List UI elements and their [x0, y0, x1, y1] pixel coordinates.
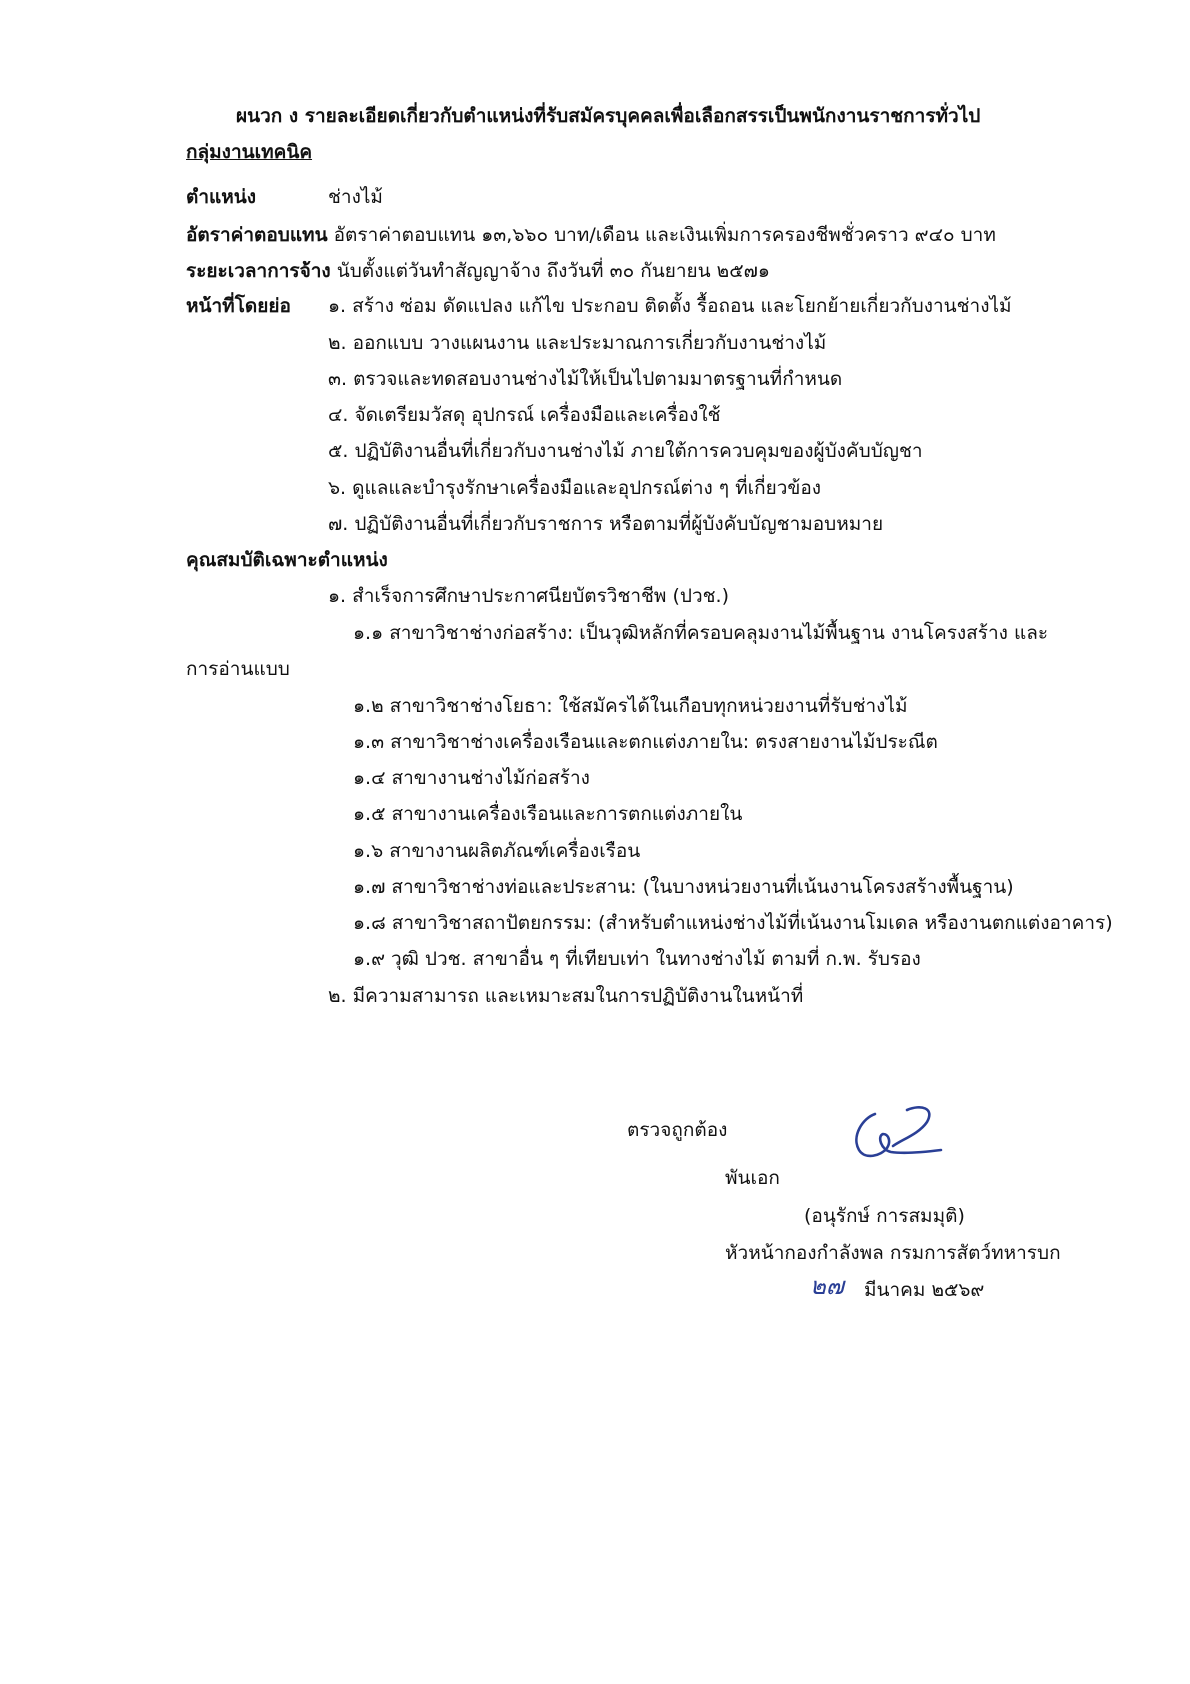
qualification-subitem: ๑.๘ สาขาวิชาสถาปัตยกรรม: (สำหรับตำแหน่งช่างไม้ที่เน้นงานโมเดล หรืองานตกแต่งอาคาร) — [353, 912, 1113, 934]
employment-period-row — [186, 258, 770, 284]
qualification-subitem: ๑.๕ สาขางานเครื่องเรือนและการตกแต่งภายใน — [353, 803, 743, 825]
duty-item: ๕. ปฏิบัติงานอื่นที่เกี่ยวกับงานช่างไม้ ภายใต้การควบคุมของผู้บังคับบัญชา — [328, 440, 923, 462]
qualification-item: ๑. สำเร็จการศึกษาประกาศนียบัตรวิชาชีพ (ปวช.) — [328, 585, 729, 607]
group-heading: กลุ่มงานเทคนิค — [186, 141, 313, 163]
duty-item: ๑. สร้าง ซ่อม ดัดแปลง แก้ไข ประกอบ ติดตั้ง รื้อถอน และโยกย้ายเกี่ยวกับงานช่างไม้ — [328, 295, 1012, 317]
qualification-subitem: ๑.๙ วุฒิ ปวช. สาขาอื่น ๆ ที่เทียบเท่า ในทางช่างไม้ ตามที่ ก.พ. รับรอง — [353, 948, 921, 970]
position-value: ช่างไม้ — [328, 186, 383, 208]
duty-item: ๖. ดูแลและบำรุงรักษาเครื่องมือและอุปกรณ์ต่าง ๆ ที่เกี่ยวข้อง — [328, 477, 822, 499]
signature-mark — [845, 1100, 945, 1168]
compensation-row — [186, 222, 996, 248]
duty-item: ๔. จัดเตรียมวัสดุ อุปกรณ์ เครื่องมือและเครื่องใช้ — [328, 404, 721, 426]
qualification-item: ๒. มีความสามารถ และเหมาะสมในการปฏิบัติงานในหน้าที่ — [328, 985, 804, 1007]
qualification-subitem: ๑.๒ สาขาวิชาช่างโยธา: ใช้สมัครได้ในเกือบทุกหน่วยงานที่รับช่างไม้ — [353, 695, 908, 717]
signatory-name: (อนุรักษ์ การสมมุติ) — [804, 1205, 965, 1227]
qualification-subitem: ๑.๑ สาขาวิชาช่างก่อสร้าง: เป็นวุฒิหลักที่ครอบคลุมงานไม้พื้นฐาน งานโครงสร้าง และ — [353, 622, 1049, 644]
handwritten-date-day: ๒๗ — [810, 1272, 844, 1300]
duty-item: ๒. ออกแบบ วางแผนงาน และประมาณการเกี่ยวกับงานช่างไม้ — [328, 332, 827, 354]
document-title: ผนวก ง รายละเอียดเกี่ยวกับตำแหน่งที่รับสมัครบุคคลเพื่อเลือกสรรเป็นพนักงานราชการทั่วไป — [236, 105, 981, 127]
qualifications-label: คุณสมบัติเฉพาะตำแหน่ง — [186, 549, 388, 571]
compensation-value: อัตราค่าตอบแทน ๑๓,๖๖๐ บาท/เดือน และเงินเพิ่มการครองชีพชั่วคราว ๙๔๐ บาท — [333, 224, 996, 246]
position-label: ตำแหน่ง — [186, 186, 257, 208]
verified-text: ตรวจถูกต้อง — [627, 1119, 728, 1141]
employment-period-label: ระยะเวลาการจ้าง — [186, 260, 331, 282]
compensation-label: อัตราค่าตอบแทน — [186, 224, 328, 246]
duty-item: ๗. ปฏิบัติงานอื่นที่เกี่ยวกับราชการ หรือตามที่ผู้บังคับบัญชามอบหมาย — [328, 513, 884, 535]
rank-text: พันเอก — [725, 1167, 780, 1189]
duties-label: หน้าที่โดยย่อ — [186, 295, 291, 317]
date-month-year: มีนาคม ๒๕๖๙ — [864, 1279, 985, 1301]
signatory-title: หัวหน้ากองกำลังพล กรมการสัตว์ทหารบก — [725, 1242, 1061, 1264]
duty-item: ๓. ตรวจและทดสอบงานช่างไม้ให้เป็นไปตามมาตรฐานที่กำหนด — [328, 368, 843, 390]
qualification-subitem: ๑.๗ สาขาวิชาช่างท่อและประสาน: (ในบางหน่วยงานที่เน้นงานโครงสร้างพื้นฐาน) — [353, 876, 1014, 898]
qualification-subitem: ๑.๖ สาขางานผลิตภัณฑ์เครื่องเรือน — [353, 840, 641, 862]
employment-period-value: นับตั้งแต่วันทำสัญญาจ้าง ถึงวันที่ ๓๐ กันยายน ๒๕๗๑ — [336, 260, 770, 282]
qualification-subitem: ๑.๔ สาขางานช่างไม้ก่อสร้าง — [353, 767, 590, 789]
qualification-subitem-continued: การอ่านแบบ — [186, 658, 290, 680]
qualification-subitem: ๑.๓ สาขาวิชาช่างเครื่องเรือนและตกแต่งภายใน: ตรงสายงานไม้ประณีต — [353, 731, 938, 753]
